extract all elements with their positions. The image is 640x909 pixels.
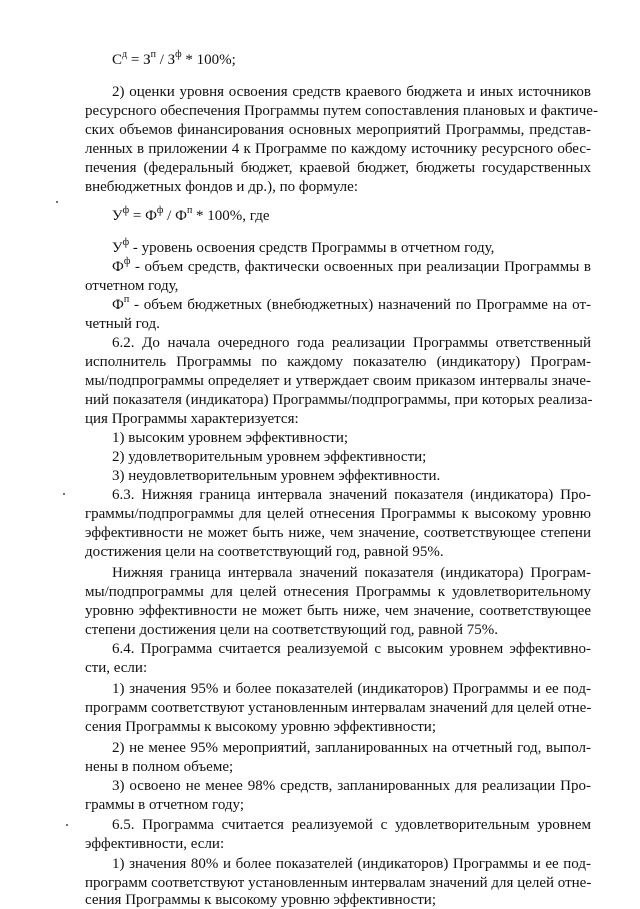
scan-speck — [63, 493, 65, 495]
formula-uf: $У^ф = Ф^ф / Ф^п * 100\%$, где — [112, 205, 270, 224]
section-6-4-line: 2) не менее 95% мероприятий, запланированных на отчетный год, выпол- — [112, 740, 591, 756]
section-6-2-line: 6.2. До начала очередного года реализации Программы ответственный — [112, 335, 591, 351]
section-6-4-line: сти, если: — [85, 660, 148, 676]
section-6-5-line: 1) значения 80% и более показателей (индикаторов) Программы и ее под- — [112, 856, 591, 872]
lower-bound-line: степени достижения цели на соответствующий год, равной 75%. — [85, 622, 499, 638]
formula-cd: $С^д = З^п / З^ф * 100\%$; — [112, 49, 236, 68]
section-6-5-line: сения Программы к высокому уровню эффективности; — [85, 892, 436, 908]
section-6-2-line: ция Программы характеризуется: — [85, 411, 299, 427]
section-6-3-line: граммы/подпрограммы для целей отнесения Программы к высокому уровню — [85, 506, 591, 522]
lower-bound-line: уровню эффективности не может быть ниже, чем значение, соответствующее — [85, 603, 591, 619]
scan-speck — [56, 201, 58, 203]
section-6-2-line: ний показателя (индикатора) Программы/подпрограммы, при которых реализа- — [85, 392, 593, 408]
section-6-4-line: программ соответствуют установленным интервалам значений для целей отне- — [85, 700, 592, 716]
definition-ff: $Ф^ф$ - объем средств, фактически освоенных при реализации Программы в — [112, 256, 591, 275]
section-6-4-line: нены в полном объеме; — [85, 759, 234, 775]
lower-bound-line: Нижняя граница интервала значений показателя (индикатора) Програм- — [112, 565, 591, 581]
definition-fp: $Ф^п$ - объем бюджетных (внебюджетных) назначений по Программе на от- — [112, 294, 591, 313]
p2-line: печения (федеральный бюджет, краевой бюджет, бюджеты государственных — [85, 160, 591, 176]
definition-fp-cont: четный год. — [85, 316, 160, 332]
p2-line: ских объемов финансирования основных мероприятий Программы, представ- — [85, 122, 591, 138]
section-6-4-line: 6.4. Программа считается реализуемой с высоким уровнем эффективно- — [112, 641, 591, 657]
scan-speck — [66, 824, 68, 826]
section-6-2-line: мы/подпрограммы определяет и утверждает своим приказом интервалы значе- — [85, 373, 591, 389]
section-6-3-line: эффективности не может быть ниже, чем значение, соответствующее степени — [85, 525, 591, 541]
list-item: 2) удовлетворительным уровнем эффективности; — [112, 449, 427, 465]
section-6-4-line: сения Программы к высокому уровню эффективности; — [85, 719, 436, 735]
section-6-2-line: исполнитель Программы по каждому показателю (индикатору) Програм- — [85, 354, 591, 370]
p2-line: ленных в приложении 4 к Программе по каждому источнику ресурсного обес- — [85, 141, 591, 157]
section-6-4-line: 1) значения 95% и более показателей (индикаторов) Программы и ее под- — [112, 681, 591, 697]
p2-line: 2) оценки уровня освоения средств краевого бюджета и иных источников — [112, 84, 591, 100]
list-item: 3) неудовлетворительным уровнем эффективности. — [112, 468, 441, 484]
section-6-3-line: достижения цели на соответствующий год, равной 95%. — [85, 544, 444, 560]
definition-ff-cont: отчетном году, — [85, 278, 179, 294]
list-item: 1) высоким уровнем эффективности; — [112, 430, 349, 446]
section-6-5-line: программ соответствуют установленным интервалам значений для целей отне- — [85, 875, 592, 891]
definition-uf: $У^ф$ - уровень освоения средств Программы в отчетном году, — [112, 237, 495, 256]
lower-bound-line: мы/подпрограммы для целей отнесения Программы к удовлетворительному — [85, 584, 591, 600]
section-6-4-line: 3) освоено не менее 98% средств, запланированных для реализации Про- — [112, 778, 591, 794]
section-6-5-line: 6.5. Программа считается реализуемой с удовлетворительным уровнем — [112, 817, 591, 833]
section-6-4-line: граммы в отчетном году; — [85, 797, 245, 813]
p2-line: внебюджетных фондов и др.), по формуле: — [85, 179, 358, 195]
section-6-5-line: эффективности, если: — [85, 836, 225, 852]
section-6-3-line: 6.3. Нижняя граница интервала значений показателя (индикатора) Про- — [112, 487, 591, 503]
p2-line: ресурсного обеспечения Программы путем сопоставления плановых и фактиче- — [85, 103, 598, 119]
